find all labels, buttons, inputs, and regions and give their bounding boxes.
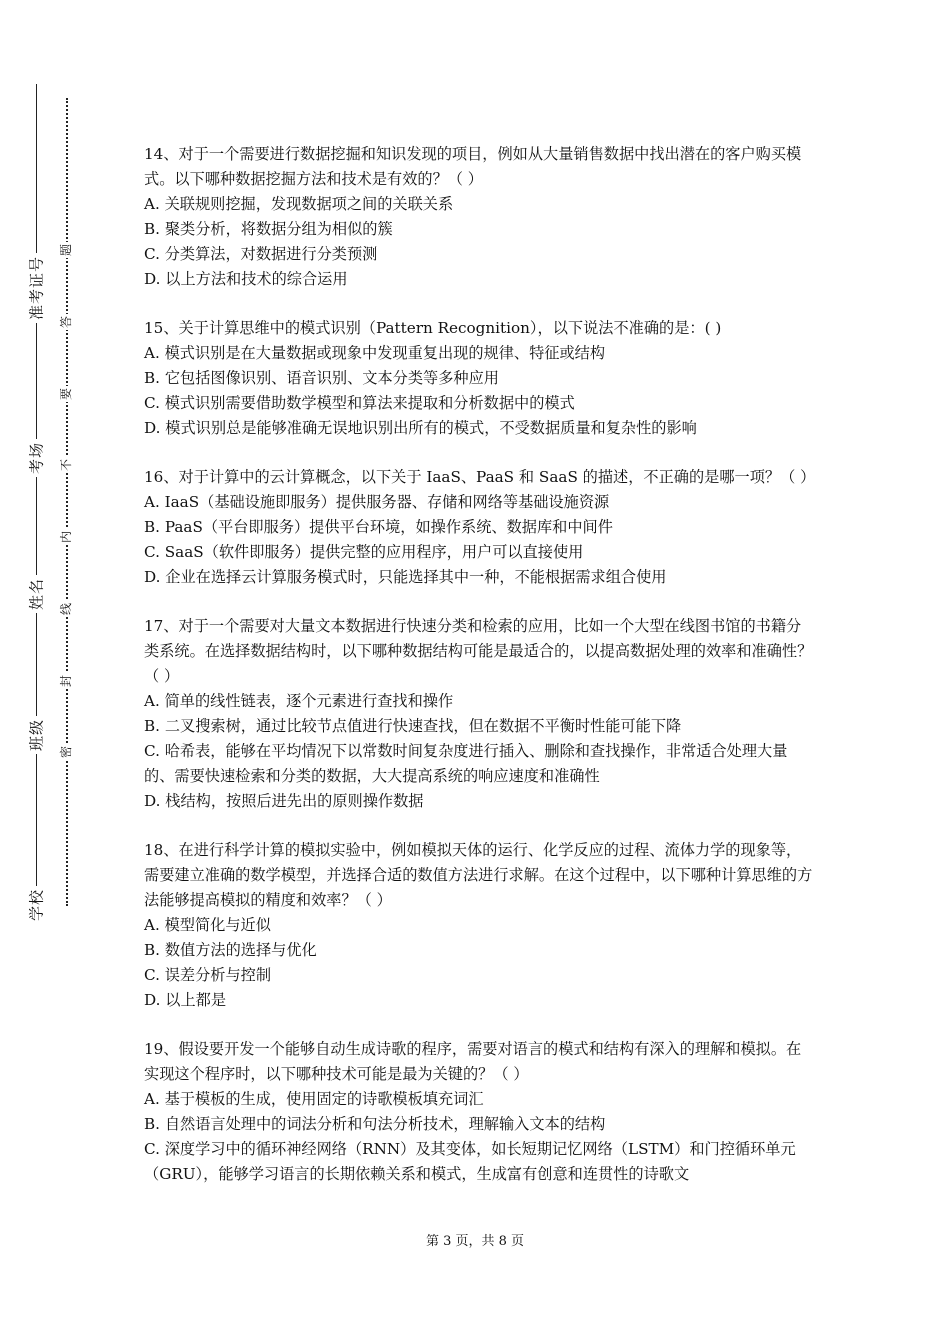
question-stem: 14、对于一个需要进行数据挖掘和知识发现的项目，例如从大量销售数据中找出潜在的客户购买模式。以下哪种数据挖掘方法和技术是有效的？（ ） <box>144 145 802 188</box>
question-19 <box>144 1037 816 1187</box>
option-a: A. 基于模板的生成，使用固定的诗歌模板填充词汇 <box>144 1090 484 1108</box>
question-stem: 19、假设要开发一个能够自动生成诗歌的程序，需要对语言的模式和结构有深入的理解和模拟。在实现这个程序时，以下哪种技术可能是最为关键的？（ ） <box>144 1040 802 1083</box>
question-15 <box>144 316 816 441</box>
question-stem: 18、在进行科学计算的模拟实验中，例如模拟天体的运行、化学反应的过程、流体力学的现象等，需要建立准确的数学模型，并选择合适的数值方法进行求解。在这个过程中，以下哪种计算思维的方法能够提高模拟的精度和效率？（ ） <box>144 841 813 909</box>
option-c: C. 哈希表，能够在平均情况下以常数时间复杂度进行插入、删除和查找操作，非常适合处理大量的、需要快速检索和分类的数据，大大提高系统的响应速度和准确性 <box>144 742 788 785</box>
option-c: C. SaaS（软件即服务）提供完整的应用程序，用户可以直接使用 <box>144 543 584 561</box>
option-a: A. 简单的线性链表，逐个元素进行查找和操作 <box>144 692 454 710</box>
seal-dotted-line <box>66 98 68 906</box>
binding-margin: 准考证号 考场 姓名 班级 学校 题 答 要 不 内 线 封 密 <box>0 0 110 1344</box>
question-stem: 16、对于计算中的云计算概念，以下关于 IaaS、PaaS 和 SaaS 的描述，不正确的是哪一项？（ ） <box>144 468 816 486</box>
option-c: C. 深度学习中的循环神经网络（RNN）及其变体，如长短期记忆网络（LSTM）和门控循环单元（GRU），能够学习语言的长期依赖关系和模式，生成富有创意和连贯性的诗歌文 <box>144 1140 796 1183</box>
option-b: B. 自然语言处理中的词法分析和句法分析技术，理解输入文本的结构 <box>144 1115 606 1133</box>
option-c: C. 模式识别需要借助数学模型和算法来提取和分析数据中的模式 <box>144 394 575 412</box>
option-d: D. 以上都是 <box>144 991 227 1009</box>
option-a: A. 模型简化与近似 <box>144 916 271 934</box>
option-b: B. PaaS（平台即服务）提供平台环境，如操作系统、数据库和中间件 <box>144 518 613 536</box>
question-stem: 15、关于计算思维中的模式识别（Pattern Recognition），以下说法不准确的是：( ) <box>144 319 722 337</box>
option-b: B. 聚类分析，将数据分组为相似的簇 <box>144 220 393 238</box>
page-number: 第 3 页，共 8 页 <box>425 1234 525 1249</box>
option-d: D. 栈结构，按照后进先出的原则操作数据 <box>144 792 424 810</box>
question-16 <box>144 465 816 590</box>
option-d: D. 以上方法和技术的综合运用 <box>144 270 348 288</box>
question-stem: 17、对于一个需要对大量文本数据进行快速分类和检索的应用，比如一个大型在线图书馆的书籍分类系统。在选择数据结构时，以下哪种数据结构可能是最适合的，以提高数据处理的效率和准确性？（ ） <box>144 617 813 685</box>
option-a: A. IaaS（基础设施即服务）提供服务器、存储和网络等基础设施资源 <box>144 493 610 511</box>
option-b: B. 数值方法的选择与优化 <box>144 941 317 959</box>
question-17 <box>144 614 816 814</box>
question-18 <box>144 838 816 1013</box>
option-b: B. 它包括图像识别、语音识别、文本分类等多种应用 <box>144 369 499 387</box>
option-a: A. 关联规则挖掘，发现数据项之间的关联关系 <box>144 195 454 213</box>
question-list <box>144 142 816 1211</box>
fill-in-line <box>36 84 37 924</box>
option-b: B. 二叉搜索树，通过比较节点值进行快速查找，但在数据不平衡时性能可能下降 <box>144 717 682 735</box>
option-d: D. 模式识别总是能够准确无误地识别出所有的模式，不受数据质量和复杂性的影响 <box>144 419 697 437</box>
option-a: A. 模式识别是在大量数据或现象中发现重复出现的规律、特征或结构 <box>144 344 606 362</box>
question-14 <box>144 142 816 292</box>
option-c: C. 分类算法，对数据进行分类预测 <box>144 245 378 263</box>
option-c: C. 误差分析与控制 <box>144 966 272 984</box>
option-d: D. 企业在选择云计算服务模式时，只能选择其中一种，不能根据需求组合使用 <box>144 568 667 586</box>
